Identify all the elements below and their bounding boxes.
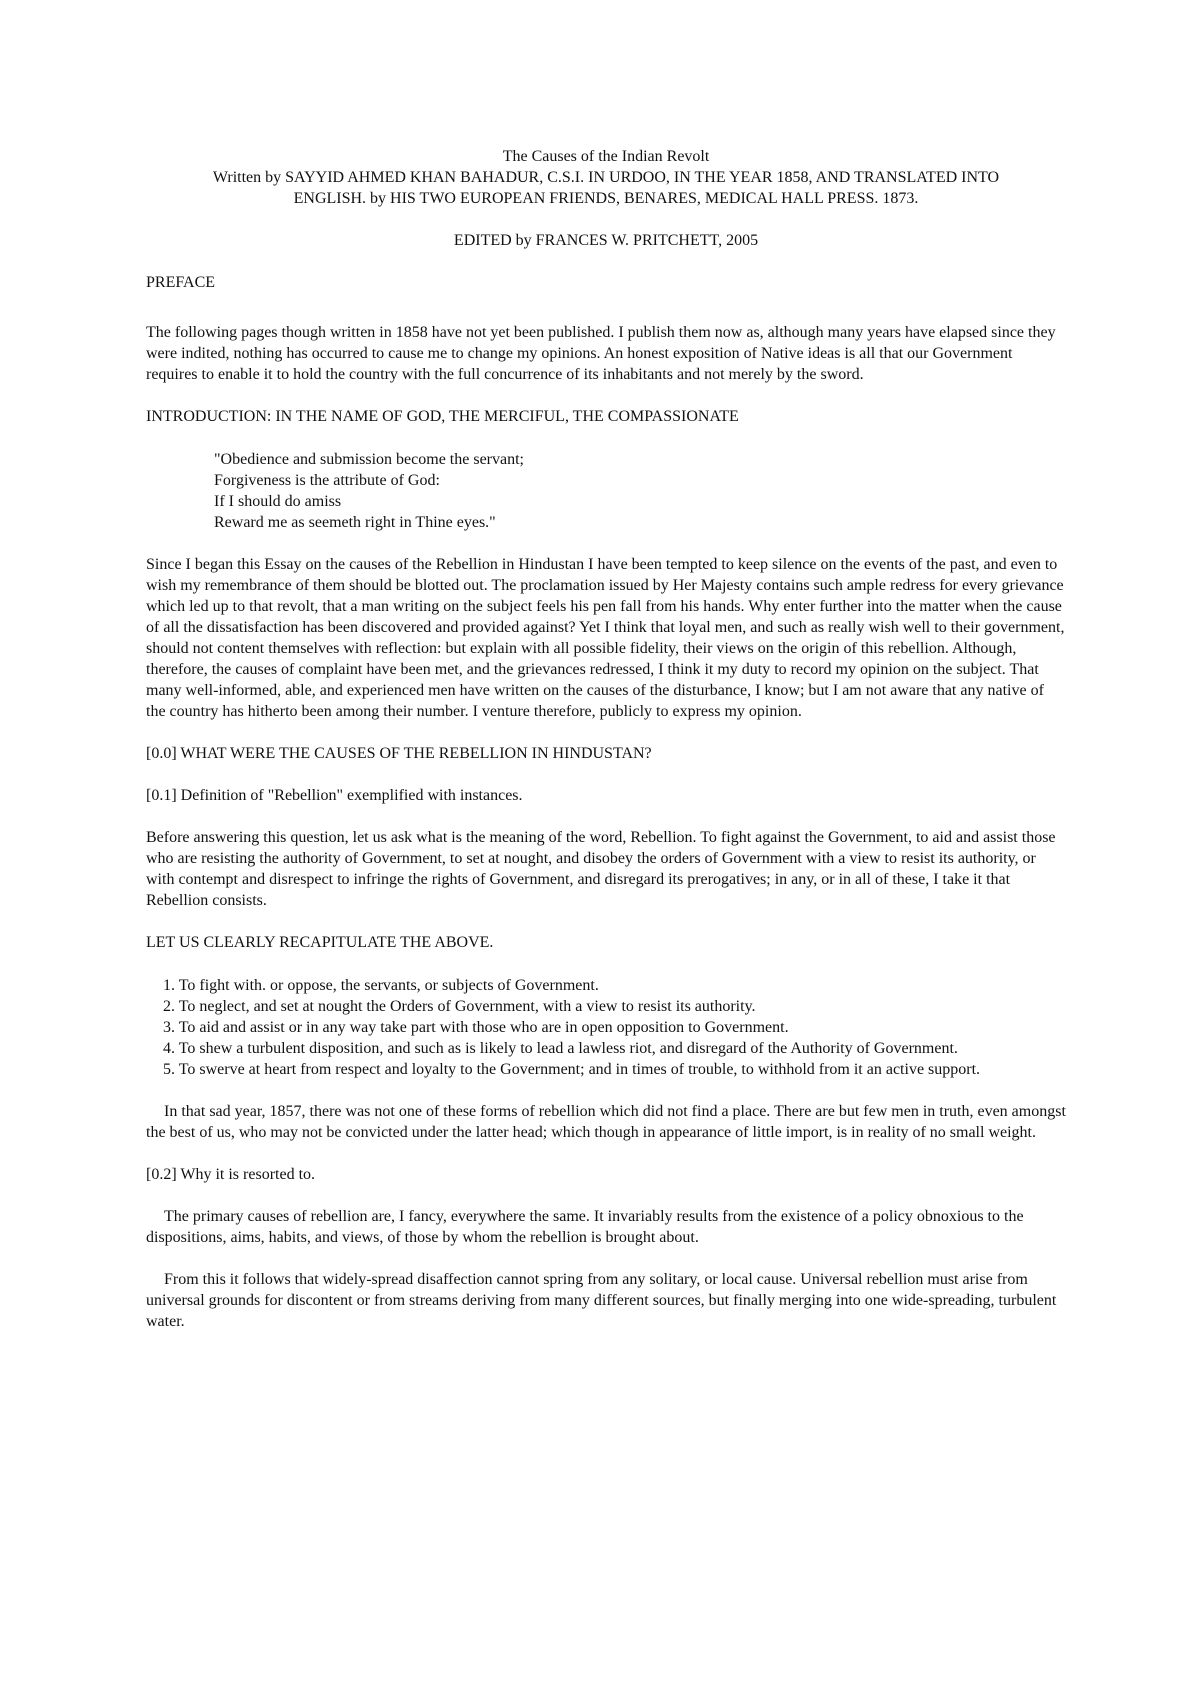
introduction-heading: INTRODUCTION: IN THE NAME OF GOD, THE MERCIFUL, THE COMPASSIONATE: [146, 408, 739, 425]
verse-line: Reward me as seemeth right in Thine eyes.": [214, 514, 496, 531]
list-item: 4. To shew a turbulent disposition, and such as is likely to lead a lawless riot, and disregard of the Authority of Government.: [163, 1040, 958, 1057]
introduction-paragraph: Since I began this Essay on the causes of the Rebellion in Hindustan I have been tempted to keep silence on the events of the past, and even to wish my remembrance of them should be blotted out. The proclamation issued by Her Majesty contains such ample redress for every grievance which led up to that revolt, that a man writing on the subject feels his pen fall from his hands. Why enter further into the matter when the cause of all the dissatisfaction has been discovered and provided against? Yet I think that loyal men, and such as really wish well to their government, should not content themselves with reflection: but explain with all possible fidelity, their views on the origin of this rebellion. Although, therefore, the causes of complaint have been met, and the grievances redressed, I think it my duty to record my opinion on the subject. That many well-informed, able, and experienced men have written on the causes of the disturbance, I know; but I am not aware that any native of the country has hitherto been among their number. I venture therefore, publicly to express my opinion.: [146, 556, 1065, 720]
document-title: The Causes of the Indian Revolt: [502, 148, 710, 165]
recap-heading: LET US CLEARLY RECAPITULATE THE ABOVE.: [146, 934, 494, 951]
verse-line: Forgiveness is the attribute of God:: [214, 472, 440, 489]
section-0-0-heading: [0.0] WHAT WERE THE CAUSES OF THE REBELLION IN HINDUSTAN?: [146, 745, 652, 762]
primary-causes-paragraph: The primary causes of rebellion are, I fancy, everywhere the same. It invariably results from the existence of a policy obnoxious to the dispositions, aims, habits, and views, of those by whom the rebellion is brought about.: [146, 1208, 1024, 1246]
definition-paragraph: Before answering this question, let us ask what is the meaning of the word, Rebellion. To fight against the Government, to aid and assist those who are resisting the authority of Government, to set at nought, and disobey the orders of Government with a view to resist its authority, or with contempt and disrespect to infringe the rights of Government, and disregard its prerogatives; in any, or in all of these, I take it that Rebellion consists.: [146, 829, 1056, 909]
verse-line: "Obedience and submission become the servant;: [214, 451, 524, 468]
disaffection-paragraph: From this it follows that widely-spread disaffection cannot spring from any solitary, or local cause. Universal rebellion must arise from universal grounds for discontent or from streams deriving from many different sources, but finally merging into one wide-spreading, turbulent water.: [146, 1271, 1057, 1330]
verse-line: If I should do amiss: [214, 493, 342, 510]
sad-year-paragraph: In that sad year, 1857, there was not one of these forms of rebellion which did not find a place. There are but few men in truth, even amongst the best of us, who may not be convicted under the latter head; which though in appearance of little import, is in reality of no small weight.: [146, 1103, 1066, 1141]
document-header: [146, 146, 1066, 209]
preface-paragraph: The following pages though written in 1858 have not yet been published. I publish them now as, although many years have elapsed since they were indited, nothing has occurred to cause me to change my opinions. An honest exposition of Native ideas is all that our Government requires to enable it to hold the country with the full concurrence of its inhabitants and not merely by the sword.: [146, 324, 1056, 383]
document-page: [146, 146, 1066, 1332]
byline-line-1: Written by SAYYID AHMED KHAN BAHADUR, C.S.I. IN URDOO, IN THE YEAR 1858, AND TRANSLATED INTO: [212, 169, 1000, 186]
section-0-2-heading: [0.2] Why it is resorted to.: [146, 1166, 316, 1183]
verse-block: [146, 449, 1066, 533]
preface-heading: PREFACE: [146, 274, 216, 291]
editor-credit: EDITED by FRANCES W. PRITCHETT, 2005: [453, 232, 759, 249]
list-item: 3. To aid and assist or in any way take part with those who are in open opposition to Government.: [163, 1019, 789, 1036]
section-0-1-heading: [0.1] Definition of "Rebellion" exemplified with instances.: [146, 787, 523, 804]
byline-line-2: ENGLISH. by HIS TWO EUROPEAN FRIENDS, BENARES, MEDICAL HALL PRESS. 1873.: [293, 190, 919, 207]
list-item: 1. To fight with. or oppose, the servants, or subjects of Government.: [163, 977, 599, 994]
list-item: 5. To swerve at heart from respect and loyalty to the Government; and in times of trouble, to withhold from it an active support.: [163, 1061, 981, 1078]
list-item: 2. To neglect, and set at nought the Orders of Government, with a view to resist its authority.: [163, 998, 756, 1015]
rebellion-forms-list: [146, 975, 1066, 1080]
